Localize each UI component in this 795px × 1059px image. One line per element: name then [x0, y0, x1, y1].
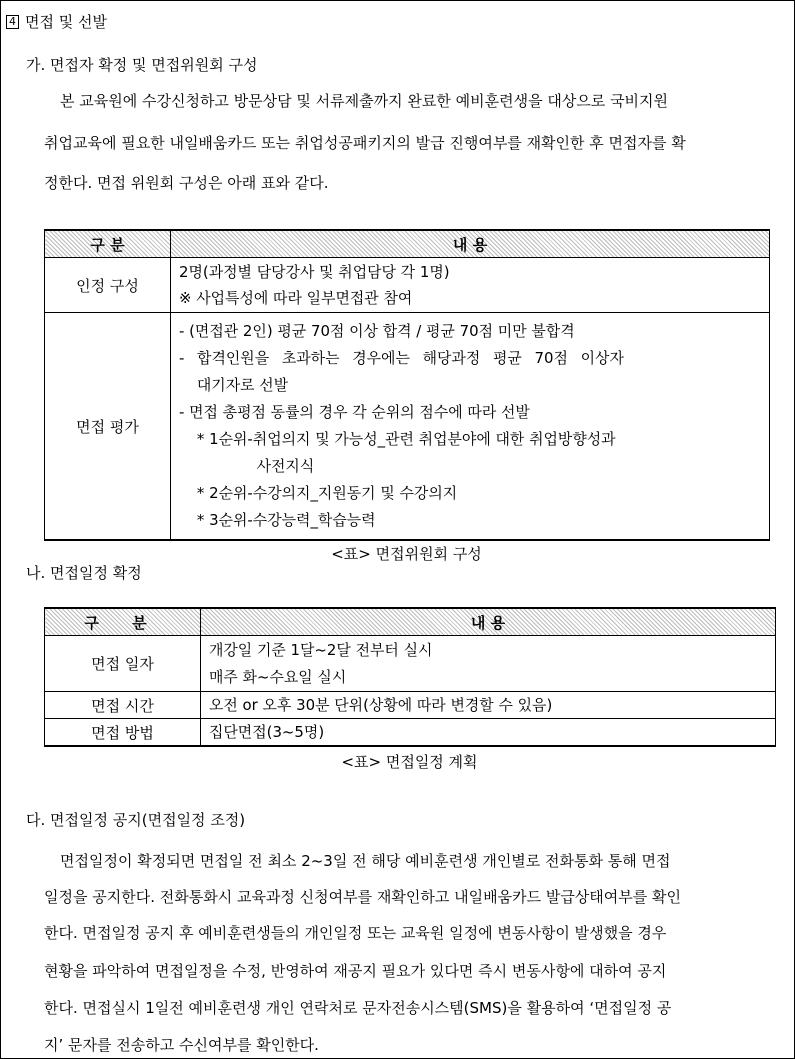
content-line: 사전지식: [256, 457, 315, 475]
table2-caption: <표> 면접일정 계획: [341, 753, 478, 771]
row-category: 면접 시간: [45, 692, 201, 719]
content-line: - 합격인원을 초과하는 경우에는 해당과정 평균 70점 이상자: [178, 349, 624, 367]
content-line: 오전 or 오후 30분 단위(상황에 따라 변경할 수 있음): [208, 696, 553, 714]
subsection-da-line-4: 현황을 파악하여 면접일정을 수정, 반영하여 재공지 필요가 있다면 즉시 변동사항에 대하여 공지: [44, 962, 667, 980]
subsection-da-line-5: 한다. 면접실시 1일전 예비훈련생 개인 연락처로 문자전송시스템(SMS)을 활용하여 ‘면접일정 공: [44, 999, 672, 1017]
subsection-da-line-2: 일정을 공지한다. 전화통화시 교육과정 신청여부를 재확인하고 내일배움카드 발급상태여부를 확인: [44, 888, 682, 906]
row-content: [171, 258, 770, 313]
table-header-content: 내 용: [171, 230, 770, 258]
table-header-content: 내 용: [201, 608, 776, 636]
table-row: [45, 636, 776, 692]
section-title: 면접 및 선발: [25, 13, 107, 31]
schedule-table: [44, 607, 776, 747]
section-heading: [6, 12, 107, 32]
table-header-category: 구 분: [45, 230, 171, 258]
content-line: * 2순위-수강의지_지원동기 및 수강의지: [196, 484, 458, 502]
content-line: - (면접관 2인) 평균 70점 이상 합격 / 평균 70점 미만 불합격: [178, 322, 575, 340]
subsection-da-line-3: 한다. 면접일정 공지 후 예비훈련생들의 개인일정 또는 교육원 일정에 변동사항이 발생했을 경우: [44, 924, 667, 942]
row-category: 면접 평가: [45, 313, 171, 541]
content-line: * 3순위-수강능력_학습능력: [196, 511, 376, 529]
subsection-da-line-1: 면접일정이 확정되면 면접일 전 최소 2~3일 전 해당 예비훈련생 개인별로 전화통화 통해 면접: [60, 852, 671, 870]
table-header-row: [45, 608, 776, 636]
content-line: 대기자로 선발: [196, 376, 289, 394]
content-line: 집단면접(3~5명): [208, 723, 325, 741]
row-category: 면접 방법: [45, 719, 201, 747]
subsection-ga-title: 가. 면접자 확정 및 면접위원회 구성: [26, 56, 258, 74]
row-content: [201, 636, 776, 692]
content-line: * 1순위-취업의지 및 가능성_관련 취업분야에 대한 취업방향성과: [196, 430, 616, 448]
section-number-box: 4: [6, 15, 19, 29]
row-content: [201, 692, 776, 719]
subsection-da-title: 다. 면접일정 공지(면접일정 조정): [26, 811, 246, 829]
subsection-na-title: 나. 면접일정 확정: [26, 564, 142, 582]
row-category: 면접 일자: [45, 636, 201, 692]
row-content: [201, 719, 776, 747]
content-line: ※ 사업특성에 따라 일부면접관 참여: [178, 288, 413, 307]
subsection-ga-line-1: 본 교육원에 수강신청하고 방문상담 및 서류제출까지 완료한 예비훈련생을 대상으로 국비지원: [60, 92, 669, 110]
table1-caption: <표> 면접위원회 구성: [331, 545, 482, 563]
committee-table: [44, 229, 770, 541]
content-line: 매주 화~수요일 실시: [208, 667, 347, 686]
subsection-ga-line-2: 취업교육에 필요한 내일배움카드 또는 취업성공패키지의 발급 진행여부를 재확인한 후 면접자를 확: [44, 134, 686, 152]
table-row: [45, 313, 770, 541]
table-row: [45, 719, 776, 747]
subsection-ga-line-3: 정한다. 면접 위원회 구성은 아래 표와 같다.: [44, 174, 329, 192]
row-category: 인정 구성: [45, 258, 171, 313]
content-line: - 면접 총평점 동률의 경우 각 순위의 점수에 따라 선발: [178, 403, 530, 421]
subsection-da-line-6: 지’ 문자를 전송하고 수신여부를 확인한다.: [44, 1036, 319, 1054]
table-header-row: [45, 230, 770, 258]
content-line: 2명(과정별 담당강사 및 취업담당 각 1명): [178, 262, 450, 281]
table-row: [45, 258, 770, 313]
table-row: [45, 692, 776, 719]
table-header-category: 구 분: [45, 608, 201, 636]
content-line: 개강일 기준 1달~2달 전부터 실시: [208, 640, 433, 659]
row-content: [171, 313, 770, 541]
